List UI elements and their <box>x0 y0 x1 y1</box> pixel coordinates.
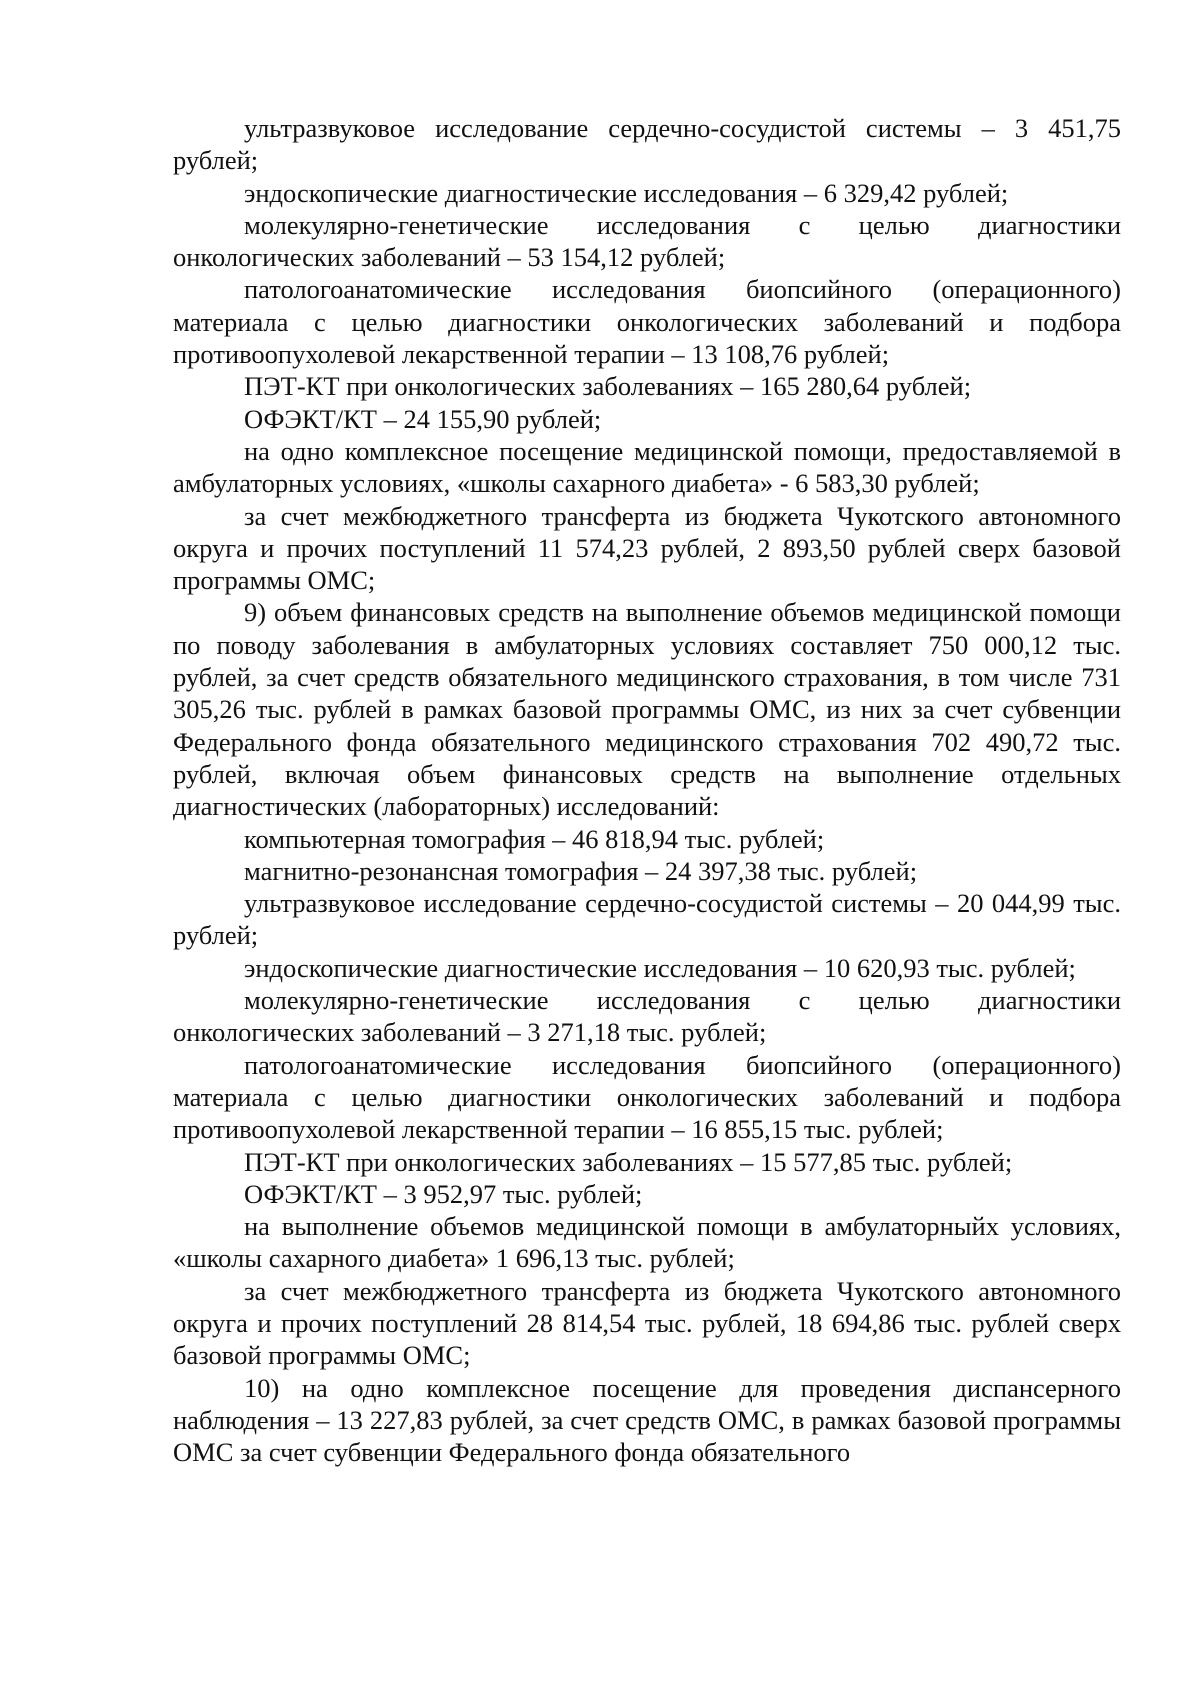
paragraph-molecular-thousand: молекулярно-генетические исследования с целью диагностики онкологических заболеваний – 3 271,18 тыс. рублей; <box>173 985 1121 1048</box>
paragraph-pet-ct-rub: ПЭТ-КТ при онкологических заболеваниях – 165 280,64 рублей; <box>244 371 972 402</box>
paragraph-interbudget-thousand: за счет межбюджетного трансферта из бюджета Чукотского автономного округа и прочих поступлений 28 814,54 тыс. рублей, 18 694,86 тыс. рублей сверх базовой программы ОМС; <box>173 1275 1121 1371</box>
document-body <box>173 112 1121 1468</box>
paragraph-spect-ct-rub: ОФЭКТ/КТ – 24 155,90 рублей; <box>244 403 602 434</box>
paragraph-us-cardio-thousand: ультразвуковое исследование сердечно-сосудистой системы – 20 044,99 тыс. рублей; <box>173 888 1121 951</box>
paragraph-molecular-rub: молекулярно-генетические исследования с целью диагностики онкологических заболеваний – 53 154,12 рублей; <box>173 209 1121 273</box>
paragraph-diabetes-school-thousand: на выполнение объемов медицинской помощи в амбулаторныйх условиях, «школы сахарного диабета» 1 696,13 тыс. рублей; <box>173 1211 1121 1274</box>
paragraph-ct-thousand: компьютерная томография – 46 818,94 тыс. рублей; <box>244 823 825 854</box>
paragraph-item-10: 10) на одно комплексное посещение для проведения диспансерного наблюдения – 13 227,83 рублей, за счет средств ОМС, в рамках базовой программы ОМС за счет субвенции Федерального фонда обязательного <box>173 1372 1121 1468</box>
paragraph-us-cardio-rub: ультразвуковое исследование сердечно-сосудистой системы – 3 451,75 рублей; <box>173 113 1121 176</box>
paragraph-spect-ct-thousand: ОФЭКТ/КТ – 3 952,97 тыс. рублей; <box>244 1178 643 1209</box>
paragraph-endoscopy-rub: эндоскопические диагностические исследования – 6 329,42 рублей; <box>244 177 1009 208</box>
paragraph-pathology-rub: патологоанатомические исследования биопсийного (операционного) материала с целью диагностики онкологических заболеваний и подбора противоопухолевой лекарственной терапии – 13 108,76 рублей; <box>173 274 1121 370</box>
paragraph-interbudget-rub: за счет межбюджетного трансферта из бюджета Чукотского автономного округа и прочих поступлений 11 574,23 рублей, 2 893,50 рублей сверх базовой программы ОМС; <box>173 500 1121 596</box>
paragraph-pet-ct-thousand: ПЭТ-КТ при онкологических заболеваниях – 15 577,85 тыс. рублей; <box>244 1146 1013 1177</box>
paragraph-item-9: 9) объем финансовых средств на выполнение объемов медицинской помощи по поводу заболевания в амбулаторных условиях составляет 750 000,12 тыс. рублей, за счет средств обязательного медицинского страхования, в том числе 731 305,26 тыс. рублей в рамках базовой программы ОМС, из них за счет субвенции Федерального фонда обязательного медицинского страхования 702 490,72 тыс. рублей, включая объем финансовых средств на выполнение отдельных диагностических (лабораторных) исследований: <box>173 597 1121 822</box>
paragraph-mri-thousand: магнитно-резонансная томография – 24 397,38 тыс. рублей; <box>244 855 918 886</box>
paragraph-endoscopy-thousand: эндоскопические диагностические исследования – 10 620,93 тыс. рублей; <box>244 952 1076 983</box>
paragraph-diabetes-school-rub: на одно комплексное посещение медицинской помощи, предоставляемой в амбулаторных условиях, «школы сахарного диабета» - 6 583,30 рублей; <box>173 435 1121 499</box>
paragraph-pathology-thousand: патологоанатомические исследования биопсийного (операционного) материала с целью диагностики онкологических заболеваний и подбора противоопухолевой лекарственной терапии – 16 855,15 тыс. рублей; <box>173 1049 1121 1145</box>
